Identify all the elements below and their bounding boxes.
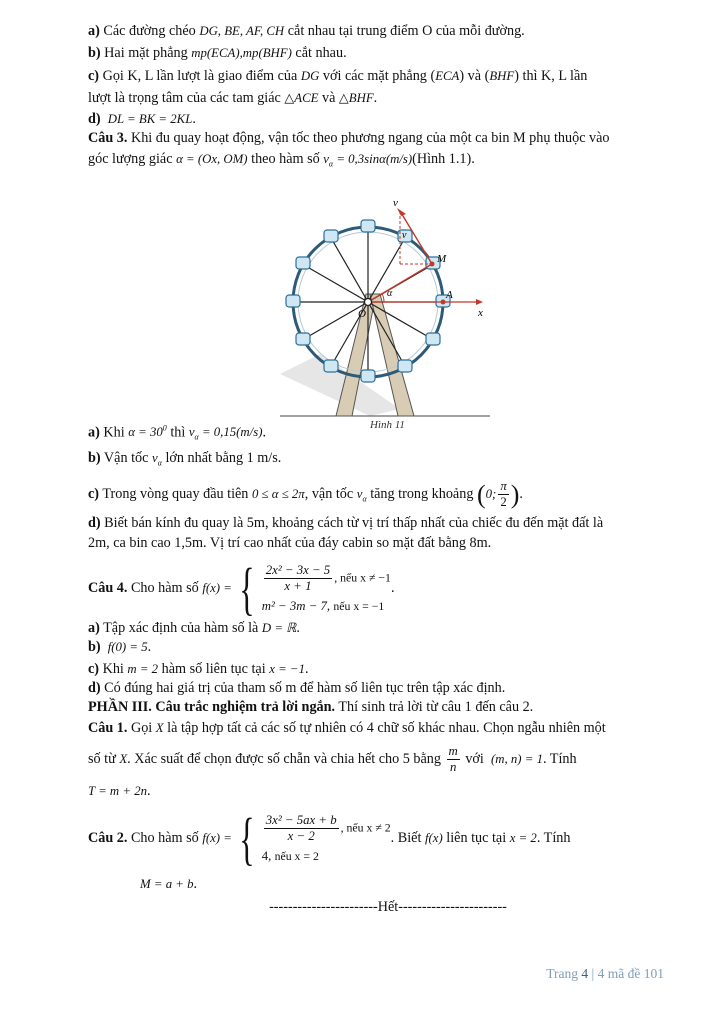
item-text: Vận tốc bbox=[103, 450, 149, 467]
item-text: cắt nhau tại trung điểm O của mỗi đường. bbox=[287, 23, 525, 39]
end-marker: -----------------------Hết----------------------- bbox=[269, 898, 507, 915]
fraction-numerator: π bbox=[500, 478, 507, 493]
case-expr: m² − 3m − 7, bbox=[261, 598, 331, 613]
item-label: c) bbox=[88, 485, 100, 502]
math: DG bbox=[300, 69, 320, 83]
q4-item-d bbox=[88, 679, 688, 698]
math: DG, BE, AF, CH bbox=[199, 24, 285, 38]
p3-q1-line1 bbox=[88, 719, 688, 738]
q3-item-c: c) Trong vòng quay đầu tiên 0 ≤ α ≤ 2π, vận tốc $v_\alpha$ tăng trong khoảng (0; $\frac{\pi}{2}$ ). bbox=[88, 478, 523, 509]
footer-total: 4 mã đề 101 bbox=[597, 966, 664, 981]
item-text: . bbox=[304, 660, 309, 677]
math: (m/s) bbox=[236, 424, 263, 439]
condition: , nếu x ≠ 2 bbox=[340, 820, 391, 835]
question-label: Câu 3. bbox=[88, 130, 128, 146]
question-text: . Xác suất để chọn được số chẵn và chia hết cho 5 bằng bbox=[127, 751, 441, 768]
fraction-numerator: m bbox=[448, 744, 458, 759]
item-label: c) bbox=[88, 660, 100, 677]
math: f(x) = bbox=[202, 581, 232, 596]
q2-item-c: c) Gọi K, L lần lượt là giao điểm của DG với các mặt phẳng (ECA) và (BHF) thì K, L lần bbox=[88, 68, 588, 84]
label-a: A bbox=[446, 289, 453, 301]
fraction-denominator: x − 2 bbox=[287, 828, 315, 843]
part3-heading bbox=[88, 698, 688, 717]
p3-q2-line2 bbox=[88, 875, 688, 894]
math: T = m + 2n bbox=[88, 783, 147, 798]
section-desc: Thí sinh trả lời từ câu 1 đến câu 2. bbox=[338, 698, 534, 715]
math: (m/s) bbox=[385, 152, 413, 166]
q3-stem-line1 bbox=[88, 129, 688, 148]
label-o: O bbox=[358, 308, 366, 320]
fraction-denominator: x + 1 bbox=[284, 578, 312, 593]
q4-item-a bbox=[88, 619, 688, 638]
question-text: góc lượng giác bbox=[88, 151, 173, 167]
item-text: và bbox=[321, 90, 336, 106]
document-body bbox=[88, 22, 688, 917]
question-text: Gọi bbox=[130, 719, 153, 736]
question-text: . bbox=[390, 580, 395, 597]
math: v bbox=[323, 152, 329, 166]
cases bbox=[262, 813, 391, 865]
p3-q1-line3 bbox=[88, 782, 688, 801]
question-text: . Tính bbox=[536, 830, 571, 847]
math: = 0,15 bbox=[201, 424, 237, 439]
math: f(0) = 5 bbox=[107, 639, 148, 654]
math-sup: 0 bbox=[162, 423, 167, 433]
piecewise-function bbox=[232, 555, 391, 621]
math: 0; bbox=[485, 486, 497, 501]
q2-item-b: b) Hai mặt phẳng mp(ECA),mp(BHF) cắt nhau. bbox=[88, 45, 347, 61]
question-text: với bbox=[465, 751, 484, 768]
item-label: d) bbox=[88, 679, 101, 696]
condition: nếu x = 2 bbox=[274, 848, 319, 863]
item-label: d) bbox=[88, 514, 101, 531]
question-text: Cho hàm số bbox=[130, 830, 199, 847]
math: 0 ≤ α ≤ 2π bbox=[251, 486, 305, 501]
item-text: . bbox=[519, 485, 523, 502]
math: f(x) bbox=[424, 831, 443, 846]
label-v: v bbox=[393, 197, 398, 209]
math: (m, n) = 1 bbox=[490, 752, 543, 767]
hub bbox=[365, 299, 372, 306]
item-text: Có đúng hai giá trị của tham số m để hàm số liên tục trên tập xác định. bbox=[104, 679, 506, 696]
math: α = 30 bbox=[128, 424, 163, 439]
condition: , nếu x ≠ −1 bbox=[334, 570, 391, 585]
fraction-numerator: 3x² − 5ax + b bbox=[265, 812, 337, 827]
q4-stem bbox=[88, 555, 688, 621]
q2-item-a bbox=[88, 22, 688, 41]
math: BHF bbox=[262, 46, 288, 60]
q2-item-c-line2 bbox=[88, 89, 688, 108]
item-text: Trong vòng quay đầu tiên bbox=[102, 485, 249, 502]
question-label: Câu 2. bbox=[88, 830, 128, 847]
math: α = (Ox, OM) bbox=[176, 152, 248, 166]
section-title: PHẦN III. Câu trắc nghiệm trả lời ngắn. bbox=[88, 698, 336, 715]
math: v bbox=[152, 451, 158, 466]
item-label: c) bbox=[88, 68, 100, 84]
item-text: cắt nhau. bbox=[295, 45, 347, 61]
math: v bbox=[188, 424, 195, 439]
label-alpha: α bbox=[387, 288, 393, 299]
x-axis-arrow bbox=[476, 299, 483, 305]
piecewise-function bbox=[232, 805, 391, 871]
radius-om bbox=[368, 264, 432, 302]
ferris-wheel-illustration bbox=[280, 194, 500, 432]
figure-caption: Hình 11 bbox=[370, 419, 405, 431]
math-sub: α bbox=[328, 159, 334, 169]
question-text: theo hàm số bbox=[251, 151, 320, 167]
math: m = 2 bbox=[127, 661, 159, 676]
q4-item-c bbox=[88, 660, 688, 679]
math: x = 2 bbox=[509, 831, 537, 846]
item-label: b) bbox=[88, 45, 101, 61]
item-text: . bbox=[147, 638, 152, 655]
math: v bbox=[356, 486, 363, 501]
point-m bbox=[430, 262, 435, 267]
item-text: Khi bbox=[103, 423, 125, 440]
item-text: 2m, ca bin cao 1,5m. Vị trí cao nhất của đáy cabin so mặt đất bằng 8m. bbox=[88, 534, 492, 551]
question-text: . Tính bbox=[542, 751, 577, 768]
math: X bbox=[155, 720, 164, 735]
brace: { bbox=[239, 555, 255, 621]
item-text: . bbox=[373, 90, 378, 106]
fraction-denominator: 2 bbox=[500, 494, 507, 509]
p3-q1-line2 bbox=[88, 744, 688, 776]
math: M = a + b bbox=[140, 876, 194, 891]
math: = 0,3sinα bbox=[336, 152, 386, 166]
math: △ACE bbox=[284, 91, 319, 105]
question-text: là tập hợp tất cả các số tự nhiên có 4 chữ số khác nhau. Chọn ngẫu nhiên một bbox=[167, 719, 606, 736]
item-label: b) bbox=[88, 638, 101, 655]
p3-q2 bbox=[88, 805, 688, 871]
question-label: Câu 1. bbox=[88, 719, 128, 736]
condition: nếu x = −1 bbox=[333, 598, 385, 613]
fraction-denominator: n bbox=[449, 760, 457, 775]
math: △BHF bbox=[338, 91, 374, 105]
item-text: với các mặt phẳng bbox=[322, 68, 427, 84]
math: mp bbox=[191, 46, 207, 60]
footer-prefix: Trang bbox=[546, 966, 579, 981]
item-text: tăng trong khoảng bbox=[370, 485, 474, 502]
item-text: Các đường chéo bbox=[103, 23, 196, 39]
question-text: Cho hàm số bbox=[130, 580, 199, 597]
math: f(x) = bbox=[202, 831, 232, 846]
q3-item-b bbox=[88, 449, 688, 473]
math-sub: α bbox=[194, 432, 199, 442]
item-text: . bbox=[262, 423, 267, 440]
item-text: Tập xác định của hàm số là bbox=[103, 619, 259, 636]
question-text: Khi đu quay hoạt động, vận tốc theo phương ngang của một ca bin M phụ thuộc vào bbox=[130, 130, 610, 146]
item-text: . bbox=[296, 619, 300, 636]
math: D = ℝ bbox=[261, 620, 297, 635]
q3-item-d bbox=[88, 514, 688, 533]
item-text: Khi bbox=[102, 660, 124, 677]
item-label: a) bbox=[88, 619, 100, 636]
question-text: . bbox=[193, 875, 198, 892]
q2-item-d bbox=[88, 110, 688, 129]
item-label: a) bbox=[88, 23, 100, 39]
math: ECA bbox=[435, 69, 460, 83]
brace: { bbox=[239, 805, 255, 871]
item-label: b) bbox=[88, 450, 101, 467]
item-label: d) bbox=[88, 111, 101, 127]
item-text: hàm số liên tục tại bbox=[161, 660, 266, 677]
item-text: lớn nhất bằng 1 m/s. bbox=[165, 450, 282, 467]
fraction-numerator: 2x² − 3x − 5 bbox=[265, 562, 331, 577]
footer-page-number: 4 bbox=[581, 966, 589, 981]
math-sub: α bbox=[157, 458, 162, 468]
math-sub: α bbox=[362, 494, 367, 504]
label-vx: v bbox=[402, 230, 407, 241]
footer-separator: | bbox=[591, 966, 595, 981]
velocity-arrow bbox=[397, 208, 406, 216]
point-a bbox=[441, 300, 446, 305]
q3-stem-line2 bbox=[88, 150, 688, 174]
cases bbox=[262, 563, 391, 615]
question-label: Câu 4. bbox=[88, 580, 128, 597]
item-text: thì bbox=[170, 423, 186, 440]
label-m: M bbox=[437, 253, 447, 265]
item-text: thì K, L lần bbox=[522, 68, 588, 84]
math: X bbox=[119, 752, 128, 767]
case-expr: 4, bbox=[261, 848, 272, 863]
question-text: liên tục tại bbox=[446, 830, 507, 847]
item-text: và bbox=[467, 68, 482, 84]
math: x = −1 bbox=[269, 661, 305, 676]
item-text: Hai mặt phẳng bbox=[104, 45, 188, 61]
question-text: . Biết bbox=[390, 830, 422, 847]
page-footer bbox=[546, 966, 664, 982]
math: mp bbox=[242, 46, 259, 60]
question-text: . bbox=[147, 782, 151, 799]
item-text: . bbox=[192, 111, 196, 127]
item-text: , vận tốc bbox=[304, 485, 354, 502]
item-text: Gọi K, L lần lượt là giao điểm của bbox=[102, 68, 298, 84]
math: ECA bbox=[211, 46, 236, 60]
question-text: số từ bbox=[88, 751, 116, 768]
math: BHF bbox=[489, 69, 515, 83]
label-x: x bbox=[478, 307, 483, 319]
question-text: (Hình 1.1). bbox=[412, 151, 475, 167]
item-text: lượt là trọng tâm của các tam giác bbox=[88, 90, 281, 106]
q3-item-d-line2 bbox=[88, 534, 688, 553]
q4-item-b bbox=[88, 638, 688, 657]
item-label: a) bbox=[88, 423, 100, 440]
math: DL = BK = 2KL bbox=[107, 112, 193, 126]
item-text: Biết bán kính đu quay là 5m, khoảng cách từ vị trí thấp nhất của chiếc đu đến mặt đất là bbox=[104, 514, 604, 531]
ferris-wheel-figure bbox=[280, 194, 500, 432]
